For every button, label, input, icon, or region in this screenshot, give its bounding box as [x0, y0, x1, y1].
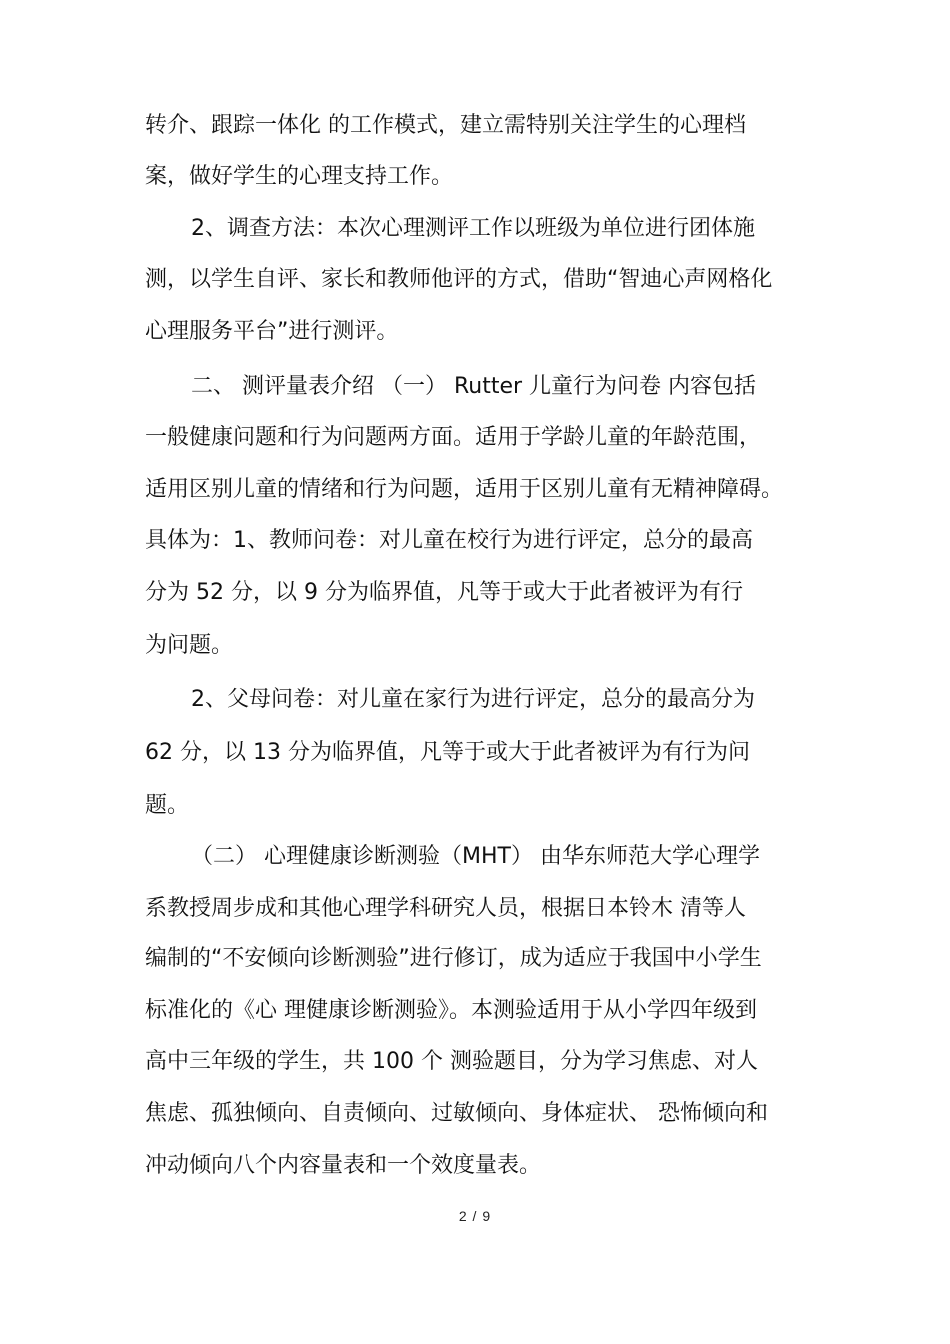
text-line: 分为 52 分，以 9 分为临界值，凡等于或大于此者被评为有行 [145, 580, 743, 605]
text-line: 标准化的《心 理健康诊断测验》。本测验适用于从小学四年级到 [145, 998, 757, 1023]
text-line: 62 分，以 13 分为临界值，凡等于或大于此者被评为有行为问 [145, 740, 750, 765]
text-line: 转介、跟踪一体化 的工作模式，建立需特别关注学生的心理档 [145, 113, 746, 138]
text-line: 编制的“不安倾向诊断测验”进行修订，成为适应于我国中小学生 [145, 946, 762, 971]
page-number: 2 / 9 [458, 1208, 492, 1224]
text-line: 测，以学生自评、家长和教师他评的方式，借助“智迪心声网格化 [145, 267, 773, 292]
text-line: 心理服务平台”进行测评。 [145, 319, 399, 344]
text-line: 适用区别儿童的情绪和行为问题，适用于区别儿童有无精神障碍。 [145, 477, 784, 502]
text-line: 具体为：1、教师问卷：对儿童在校行为进行评定，总分的最高 [145, 528, 753, 553]
text-line: 高中三年级的学生，共 100 个 测验题目，分为学习焦虑、对人 [145, 1049, 758, 1074]
text-line: （二） 心理健康诊断测验（MHT） 由华东师范大学心理学 [191, 844, 760, 869]
text-line: 二、 测评量表介绍 （一） Rutter 儿童行为问卷 内容包括 [191, 374, 757, 399]
text-line: 题。 [145, 793, 190, 818]
text-line: 系教授周步成和其他心理学科研究人员，根据日本铃木 清等人 [145, 896, 746, 921]
text-line: 焦虑、孤独倾向、自责倾向、过敏倾向、身体症状、 恐怖倾向和 [145, 1101, 768, 1126]
text-line: 2、调查方法：本次心理测评工作以班级为单位进行团体施 [191, 216, 755, 241]
text-line: 冲动倾向八个内容量表和一个效度量表。 [145, 1153, 542, 1178]
text-line: 2、父母问卷：对儿童在家行为进行评定，总分的最高分为 [191, 687, 755, 712]
text-line: 为问题。 [145, 633, 234, 658]
text-line: 案，做好学生的心理支持工作。 [145, 164, 454, 189]
text-line: 一般健康问题和行为问题两方面。适用于学龄儿童的年龄范围， [145, 425, 762, 450]
